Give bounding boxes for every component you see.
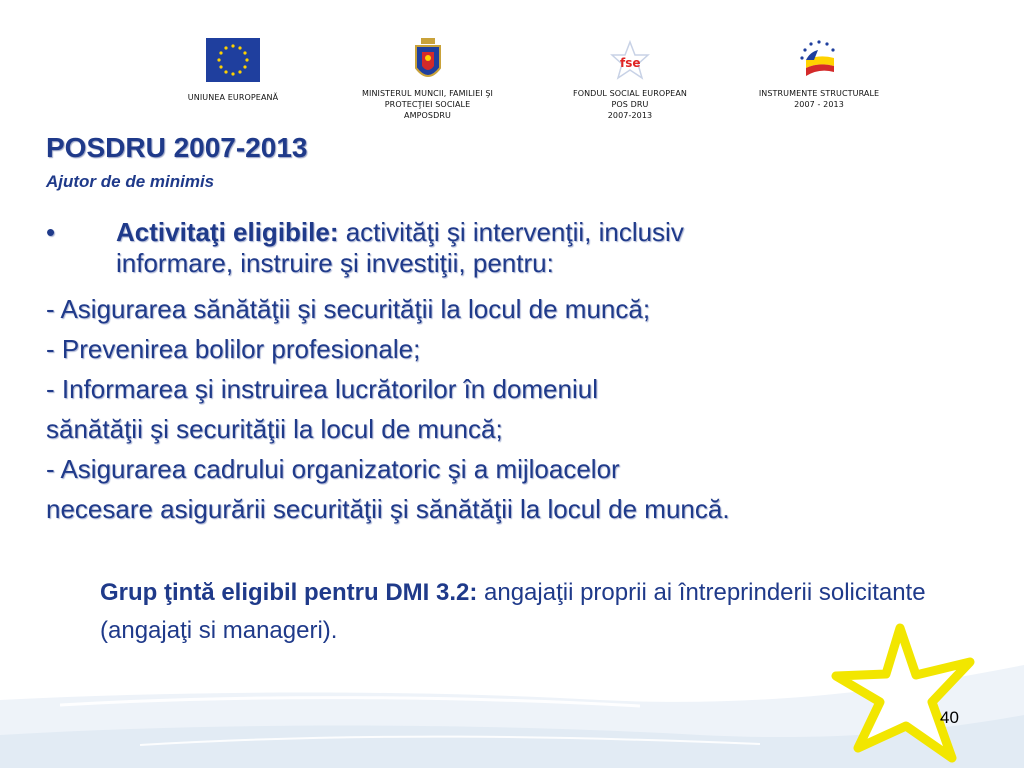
logo-header [0,0,1024,130]
ministry-caption-line: MINISTERUL MUNCII, FAMILIEI ŞI [362,89,493,98]
body-line: - Informarea şi instruirea lucrătorilor în domeniul [46,374,598,404]
target-group-text: angajaţii proprii ai întreprinderii solicitante (angajaţi si manageri). [100,579,926,644]
page-subtitle: Ajutor de de minimis [46,172,215,191]
target-group-label: Grup ţintă eligibil pentru DMI 3.2: [100,579,478,606]
fse-caption [560,88,700,121]
body-line: necesare asigurării securităţii şi sănătăţii la locul de muncă. [46,494,730,524]
body-line: - Asigurarea sănătăţii şi securităţii la locul de muncă; [46,294,651,324]
bullet-text [116,217,976,279]
bullet-symbol: • [46,217,56,247]
structural-instruments-icon [796,38,842,84]
eu-caption-line: UNIUNEA EUROPEANĂ [187,93,279,102]
bullet-item [46,217,976,289]
structural-instruments-logo [748,38,890,110]
fse-logo [560,38,700,121]
ministry-caption [345,88,510,121]
eu-flag-icon [206,38,260,82]
slide-body [46,217,976,529]
bullet-line-2: informare, instruire şi investiţii, pentru: [116,248,554,278]
body-line: sănătăţii şi securităţii la locul de muncă; [46,414,503,444]
ministry-logo [345,38,510,121]
eu-logo [168,38,298,103]
bullet-line-1 [116,217,684,247]
structural-caption-line: INSTRUMENTE STRUCTURALE [758,89,880,98]
page-title: POSDRU 2007-2013 [46,132,308,163]
coat-of-arms-icon [413,38,443,84]
fse-caption-line: 2007-2013 [607,111,653,120]
fse-caption-line: FONDUL SOCIAL EUROPEAN [573,89,687,98]
bullet-label: Activitaţi eligibile: [116,217,339,247]
fse-mark: fse [620,56,641,70]
fse-star-icon [608,38,652,84]
body-line: - Asigurarea cadrului organizatoric şi a mijloacelor [46,454,620,484]
ministry-caption-line: PROTECŢIEI SOCIALE [384,100,471,109]
page-number: 40 [940,708,959,727]
eu-caption [168,92,298,103]
target-group [100,574,940,650]
ministry-caption-line: AMPOSDRU [404,111,451,120]
fse-caption-line: POS DRU [611,100,649,109]
structural-caption-line: 2007 - 2013 [794,100,844,109]
structural-instruments-caption [748,88,890,110]
body-line: - Prevenirea bolilor profesionale; [46,334,421,364]
bullet-line1-rest: activităţi şi intervenţii, inclusiv [338,217,684,247]
